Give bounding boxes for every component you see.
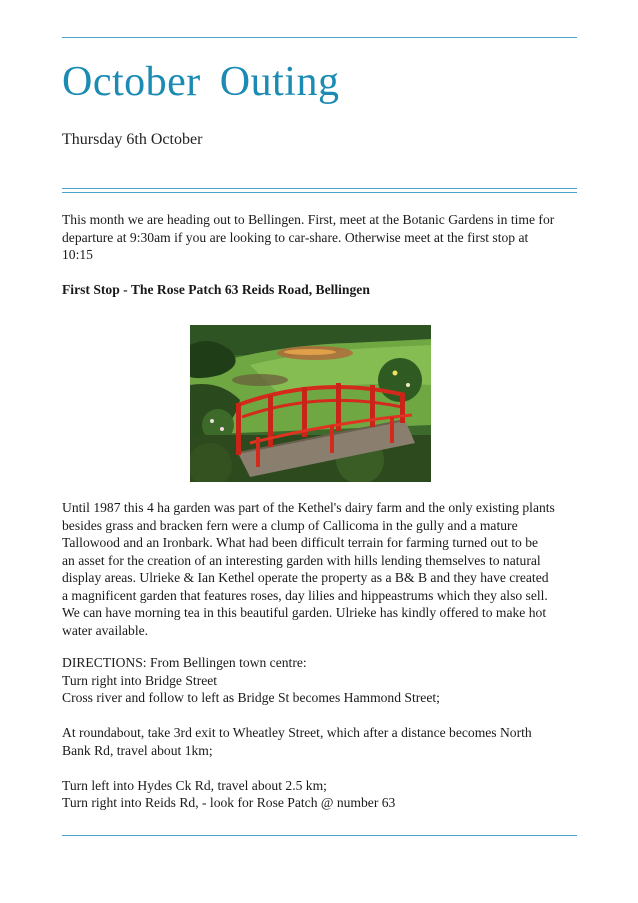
bottom-rule: [62, 835, 577, 836]
first-stop-heading: First Stop - The Rose Patch 63 Reids Road, Bellingen: [62, 282, 370, 297]
top-rule: [62, 37, 577, 38]
intro-paragraph: This month we are heading out to Bellingen. First, meet at the Botanic Gardens in time for departure at 9:30am if you are looking to car-share. Otherwise meet at the first stop at 10:15: [62, 212, 555, 262]
double-rule-line-2: [62, 192, 577, 193]
event-date: Thursday 6th October: [62, 131, 203, 148]
garden-bridge-photo: [190, 325, 431, 482]
garden-description: Until 1987 this 4 ha garden was part of the Kethel's dairy farm and the only existing plants besides grass and bracken fern were a clump of Callicoma in the gully and a mature Tallowood and an Ironbark. What had been difficult terrain for farming turned out to be an asset for the creation of an interesting garden with hills lending themselves to natural display areas. Ulrieke & Ian Kethel operate the property as a B& B and they have created a magnificent garden that features roses, day lilies and hippeastrums which they also sell. We can have morning tea in this beautiful garden. Ulrieke has kindly offered to make hot water available.: [62, 500, 555, 638]
page-title: October Outing: [62, 59, 340, 105]
double-rule-line-1: [62, 188, 577, 189]
double-rule: [62, 188, 577, 193]
directions-text: DIRECTIONS: From Bellingen town centre: Turn right into Bridge Street Cross river and follow to left as Bridge St becomes Hammond Street; At roundabout, take 3rd exit to Wheatley Street, which after a distance becomes North Bank Rd, travel about 1km; Turn left into Hydes Ck Rd, travel about 2.5 km; Turn right into Reids Rd, - look for Rose Patch @ number 63: [62, 655, 532, 810]
